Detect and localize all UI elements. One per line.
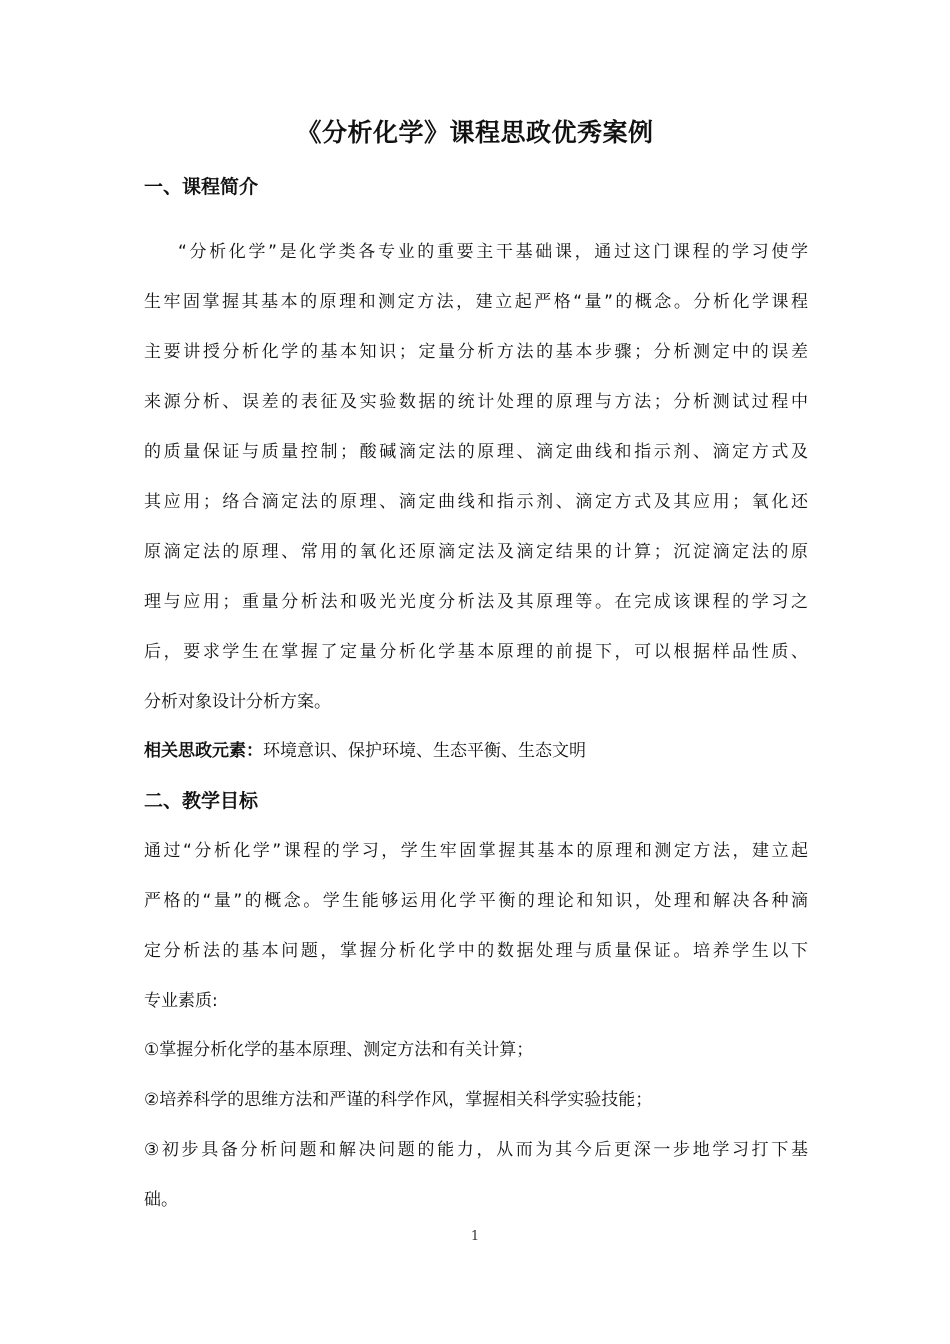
section1-paragraph: [144, 227, 808, 727]
paragraph-line: 础。: [144, 1190, 178, 1210]
section2-heading: 二、教学目标: [144, 790, 259, 812]
section1-heading: 一、课程简介: [144, 176, 259, 198]
paragraph-line: 专业素质:: [144, 991, 218, 1011]
document-title: 《分析化学》课程思政优秀案例: [296, 118, 654, 147]
paragraph-line: 原滴定法的原理、常用的氧化还原滴定法及滴定结果的计算；沉淀滴定法的原: [144, 542, 808, 562]
paragraph-line: 理与应用；重量分析法和吸光光度分析法及其原理等。在完成该课程的学习之: [144, 592, 808, 612]
goal-item-3: [144, 1125, 808, 1225]
ideology-value: 环境意识、保护环境、生态平衡、生态文明: [263, 741, 586, 761]
paragraph-line: 严格的“量”的概念。学生能够运用化学平衡的理论和知识，处理和解决各种滴: [144, 891, 808, 911]
paragraph-line: 通过“分析化学”课程的学习，学生牢固掌握其基本的原理和测定方法，建立起: [144, 841, 808, 861]
goal-item-2: ②培养科学的思维方法和严谨的科学作风，掌握相关科学实验技能；: [144, 1090, 653, 1110]
page-number: 1: [470, 1229, 480, 1244]
paragraph-line: 分析对象设计分析方案。: [144, 692, 331, 712]
paragraph-line: 主要讲授分析化学的基本知识；定量分析方法的基本步骤；分析测定中的误差: [144, 342, 808, 362]
paragraph-line: 其应用；络合滴定法的原理、滴定曲线和指示剂、滴定方式及其应用；氧化还: [144, 492, 808, 512]
paragraph-line: 来源分析、误差的表征及实验数据的统计处理的原理与方法；分析测试过程中: [144, 392, 808, 412]
goal-item-1: ①掌握分析化学的基本原理、测定方法和有关计算；: [144, 1040, 534, 1060]
paragraph-line: ③初步具备分析问题和解决问题的能力，从而为其今后更深一步地学习打下基: [144, 1140, 808, 1160]
ideology-elements: [144, 736, 586, 766]
paragraph-line: 定分析法的基本问题，掌握分析化学中的数据处理与质量保证。培养学生以下: [144, 941, 808, 961]
section2-paragraph: [144, 826, 808, 1026]
paragraph-line: 生牢固掌握其基本的原理和测定方法，建立起严格“量”的概念。分析化学课程: [144, 292, 808, 312]
ideology-label: 相关思政元素：: [144, 741, 263, 761]
paragraph-line: 的质量保证与质量控制；酸碱滴定法的原理、滴定曲线和指示剂、滴定方式及: [144, 442, 808, 462]
paragraph-line: “分析化学”是化学类各专业的重要主干基础课，通过这门课程的学习使学: [178, 242, 808, 262]
paragraph-line: 后，要求学生在掌握了定量分析化学基本原理的前提下，可以根据样品性质、: [144, 642, 808, 662]
